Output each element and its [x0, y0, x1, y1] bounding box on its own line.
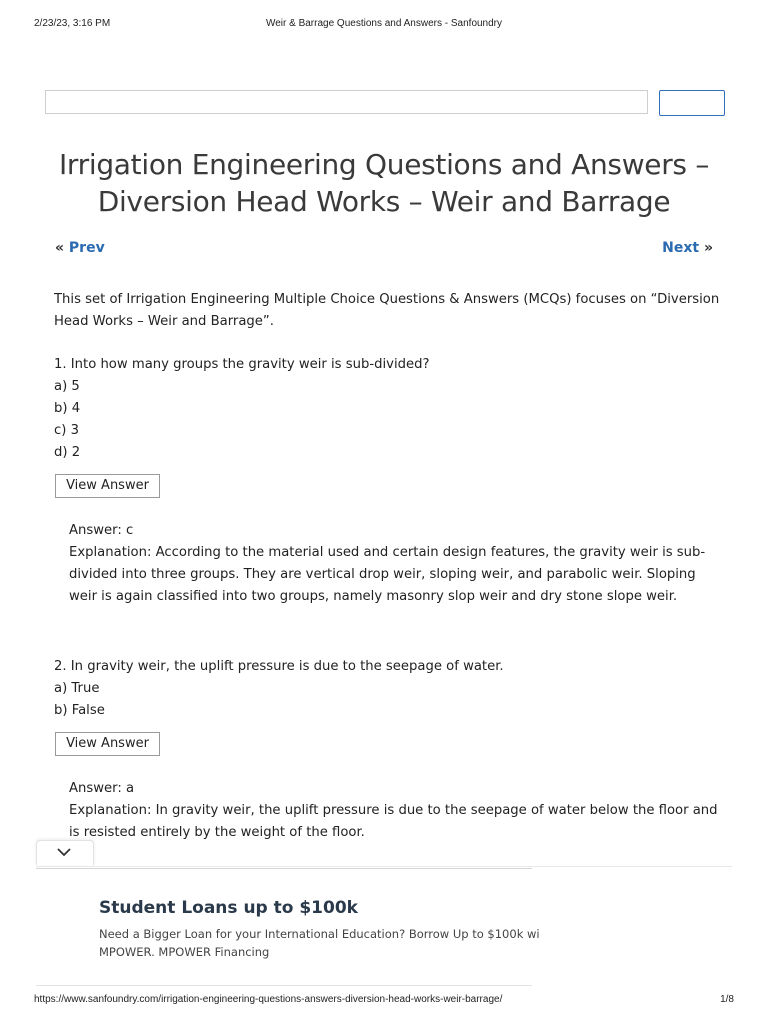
print-footer [34, 994, 734, 1008]
prev-nav [55, 240, 105, 256]
search-button[interactable] [659, 90, 725, 116]
ad-overlay-fade [36, 840, 736, 868]
explanation-line: Explanation: According to the material used and certain design features, the gravity weir is sub- [69, 545, 706, 560]
option-b: b) False [54, 703, 105, 718]
option-a: a) True [54, 681, 100, 696]
ad-collapse-toggle[interactable] [36, 840, 94, 865]
option-d: d) 2 [54, 445, 81, 460]
question-text: 1. Into how many groups the gravity weir is sub-divided? [54, 357, 430, 372]
option-a: a) 5 [54, 379, 80, 394]
ad-text-line: Need a Bigger Loan for your International Education? Borrow Up to $100k wi [99, 927, 540, 941]
answer-2 [69, 778, 719, 844]
pager [55, 240, 713, 260]
search-bar [45, 90, 725, 116]
ad-text-line: MPOWER. MPOWER Financing [99, 945, 270, 959]
explanation-line: weir is again classified into two groups, namely masonry slop weir and dry stone slope weir. [69, 589, 678, 604]
print-page-title: Weir & Barrage Questions and Answers - Sanfoundry [265, 18, 503, 29]
prev-link[interactable]: Prev [68, 240, 105, 256]
ad-title[interactable]: Student Loans up to $100k [99, 898, 358, 918]
answer-1 [69, 520, 719, 608]
chevron-down-icon [57, 848, 71, 857]
ad-divider [36, 868, 532, 869]
explanation-line: divided into three groups. They are vertical drop weir, sloping weir, and parabolic weir. Sloping [69, 567, 696, 582]
print-datetime: 2/23/23, 3:16 PM [34, 18, 111, 29]
explanation-line: Explanation: In gravity weir, the uplift pressure is due to the seepage of water below the floor and [69, 803, 718, 818]
question-1 [54, 354, 719, 464]
option-b: b) 4 [54, 401, 81, 416]
next-nav [662, 240, 713, 256]
view-answer-button[interactable]: View Answer [55, 474, 160, 498]
explanation-line: is resisted entirely by the weight of the floor. [69, 825, 365, 840]
intro-line: Head Works – Weir and Barrage”. [54, 314, 274, 329]
answer-text: Answer: c [69, 523, 134, 538]
page-title: Irrigation Engineering Questions and Answers – Diversion Head Works – Weir and Barrage [58, 148, 710, 218]
intro-paragraph [54, 289, 719, 333]
intro-line: This set of Irrigation Engineering Multiple Choice Questions & Answers (MCQs) focuses on “Diversion [54, 292, 720, 307]
view-answer-button[interactable]: View Answer [55, 732, 160, 756]
next-link[interactable]: Next [662, 240, 700, 256]
next-arrow: » [703, 240, 713, 256]
print-url: https://www.sanfoundry.com/irrigation-engineering-questions-answers-diversion-head-works-weir-barrage/ [34, 994, 503, 1005]
option-c: c) 3 [54, 423, 79, 438]
prev-arrow: « [55, 240, 65, 256]
answer-text: Answer: a [69, 781, 135, 796]
print-page-number: 1/8 [720, 994, 734, 1005]
ad-bottom-divider [36, 985, 532, 986]
ad-description[interactable] [99, 925, 539, 961]
search-input[interactable] [45, 90, 648, 114]
question-text: 2. In gravity weir, the uplift pressure is due to the seepage of water. [54, 659, 504, 674]
ad-divider [36, 866, 732, 867]
question-2 [54, 656, 719, 722]
print-header [34, 18, 734, 32]
